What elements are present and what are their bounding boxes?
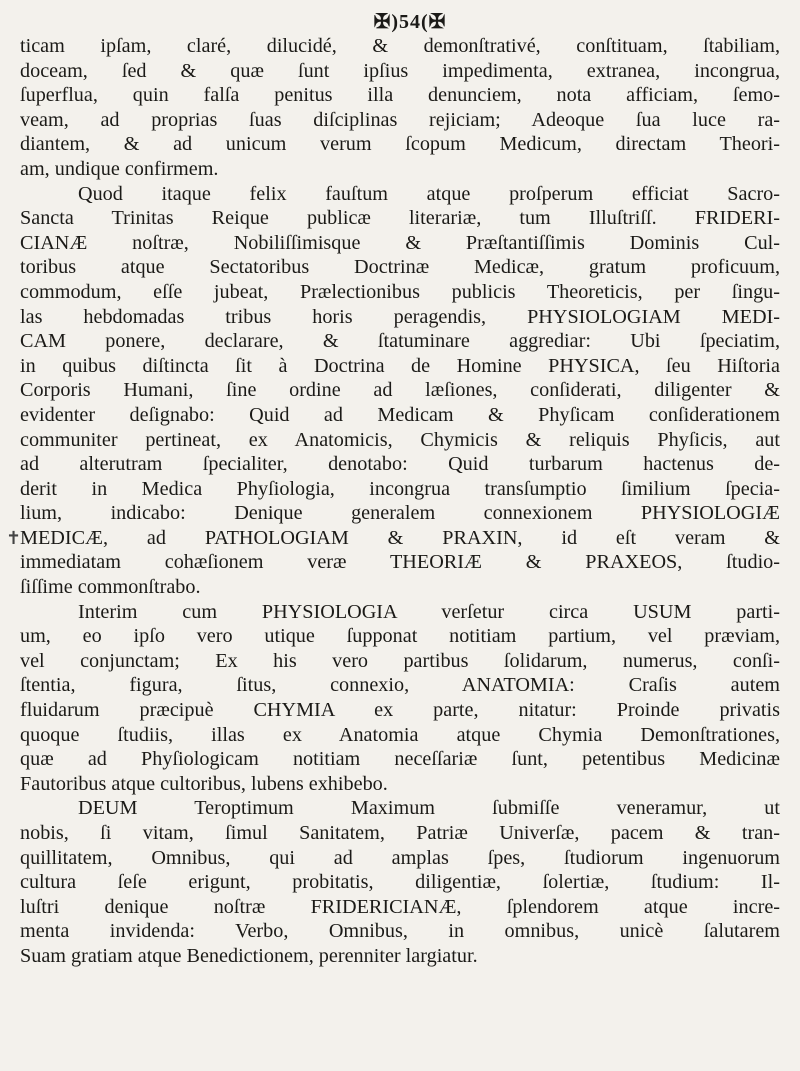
text-line: ad alterutram ſpecialiter, denotabo: Quid turbarum hactenus de- xyxy=(20,453,780,476)
text-line: MEDICÆ, ad PATHOLOGIAM & PRAXIN, id eſt veram & xyxy=(20,526,780,549)
text-line: CIANÆ noſtræ, Nobiliſſimisque & Præſtantiſſimis Dominis Cul- xyxy=(20,231,780,254)
text-line: quoque ſtudiis, illas ex Anatomia atque Chymia Demonſtrationes, xyxy=(20,723,780,746)
text-line: menta invidenda: Verbo, Omnibus, in omnibus, unicè ſalutarem xyxy=(20,920,780,943)
document-body xyxy=(20,34,780,969)
text-line: immediatam cohæſionem veræ THEORIÆ & PRAXEOS, ſtudio- xyxy=(20,551,780,574)
margin-cross-mark: ✝ xyxy=(6,527,22,548)
text-line: evidenter deſignabo: Quid ad Medicam & Phyſicam conſiderationem xyxy=(20,403,780,426)
text-line: Fautoribus atque cultoribus, lubens exhibebo. xyxy=(20,772,388,795)
text-line: communiter pertineat, ex Anatomicis, Chymicis & reliquis Phyſicis, aut xyxy=(20,428,780,451)
text-line: quæ ad Phyſiologicam notitiam neceſſariæ ſunt, petentibus Medicinæ xyxy=(20,748,780,771)
text-line: Suam gratiam atque Benedictionem, perenniter largiatur. xyxy=(20,944,478,967)
text-line: um, eo ipſo vero utique ſupponat notitiam partium, vel præviam, xyxy=(20,625,780,648)
text-line: ticam ipſam, claré, dilucidé, & demonſtrativé, conſtituam, ſtabiliam, xyxy=(20,35,780,57)
paragraph xyxy=(20,182,780,600)
text-line: derit in Medica Phyſiologia, incongrua transſumptio ſimilium ſpecia- xyxy=(20,477,780,500)
text-line: toribus atque Sectatoribus Doctrinæ Medicæ, gratum proficuum, xyxy=(20,256,780,279)
paragraph xyxy=(20,796,780,968)
text-line: fluidarum præcipuè CHYMIA ex parte, nitatur: Proinde privatis xyxy=(20,699,780,722)
text-line: cultura ſeſe erigunt, probitatis, diligentiæ, ſolertiæ, ſtudium: Il- xyxy=(20,871,780,894)
text-line: veam, ad proprias ſuas diſciplinas rejiciam; Adeoque ſua luce ra- xyxy=(20,108,780,131)
paragraph xyxy=(20,600,780,797)
text-line: ſuperflua, quin falſa penitus illa denunciem, nota afficiam, ſemo- xyxy=(20,84,780,107)
text-line: CAM ponere, declarare, & ſtatuminare aggrediar: Ubi ſpeciatim, xyxy=(20,330,780,353)
text-line: quillitatem, Omnibus, qui ad amplas ſpes, ſtudiorum ingenuorum xyxy=(20,846,780,869)
text-line: lium, indicabo: Denique generalem connexionem PHYSIOLOGIÆ xyxy=(20,502,780,525)
page-header-ornament: ✠)54(✠ xyxy=(373,11,447,33)
text-line: diantem, & ad unicum verum ſcopum Medicum, directam Theori- xyxy=(20,133,780,156)
text-line: commodum, eſſe jubeat, Prælectionibus publicis Theoreticis, per ſingu- xyxy=(20,280,780,303)
text-line: in quibus diſtincta ſit à Doctrina de Homine PHYSICA, ſeu Hiſtoria xyxy=(20,354,780,377)
text-line: am, undique confirmem. xyxy=(20,157,219,180)
text-line: nobis, ſi vitam, ſimul Sanitatem, Patriæ Univerſæ, pacem & tran- xyxy=(20,822,780,844)
text-line: Corporis Humani, ſine ordine ad læſiones, conſiderati, diligenter & xyxy=(20,379,780,402)
text-line: DEUM Teroptimum Maximum ſubmiſſe veneramur, ut xyxy=(78,797,780,820)
text-line: Sancta Trinitas Reique publicæ literariæ, tum Illuſtriſſ. FRIDERI- xyxy=(20,207,780,230)
text-line: ſtentia, figura, ſitus, connexio, ANATOMIA: Craſis autem xyxy=(20,674,780,697)
text-line: Quod itaque felix fauſtum atque proſperum efficiat Sacro- xyxy=(78,182,780,205)
text-line: luſtri denique noſtræ FRIDERICIANÆ, ſplendorem atque incre- xyxy=(20,895,780,918)
text-line: Interim cum PHYSIOLOGIA verſetur circa USUM parti- xyxy=(78,600,780,623)
text-line: vel conjunctam; Ex his vero partibus ſolidarum, numerus, conſi- xyxy=(20,649,780,672)
paragraph xyxy=(20,34,780,182)
text-line: ſiſſime commonſtrabo. xyxy=(20,576,201,599)
text-line: doceam, ſed & quæ ſunt ipſius impedimenta, extranea, incongrua, xyxy=(20,59,780,82)
text-line: las hebdomadas tribus horis peragendis, PHYSIOLOGIAM MEDI- xyxy=(20,305,780,328)
